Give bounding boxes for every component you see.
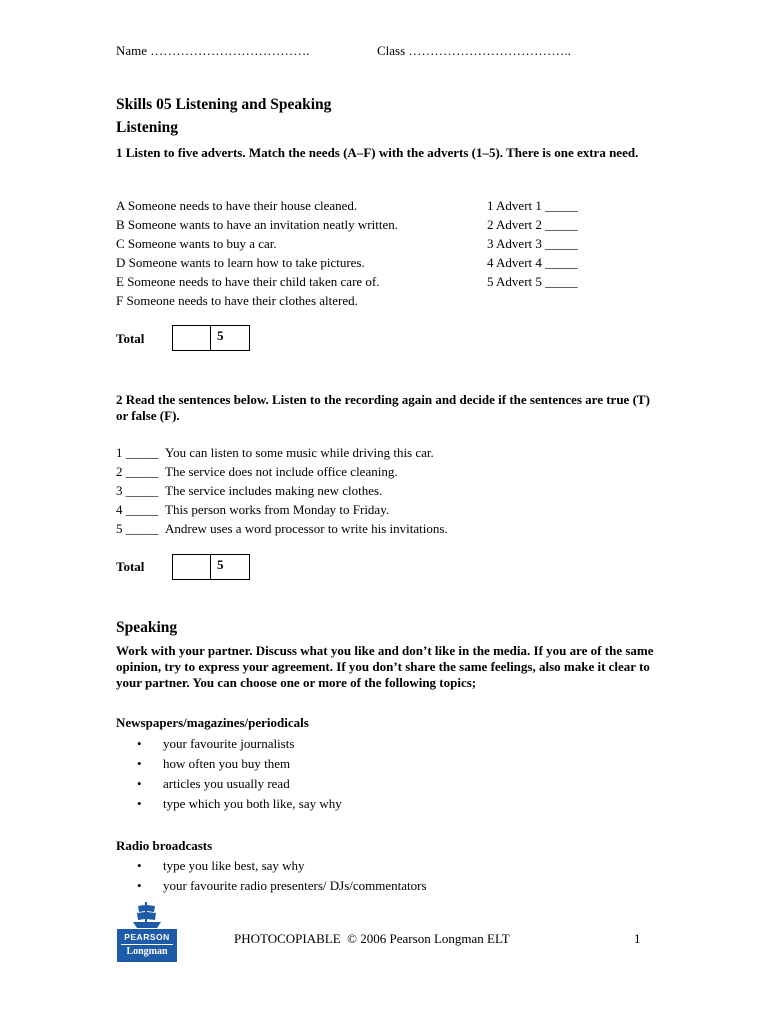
- tf-item: [116, 502, 390, 518]
- need-item: E Someone needs to have their child taken care of.: [116, 274, 380, 289]
- bullet-dot: •: [137, 776, 142, 791]
- logo-badge: [117, 929, 177, 962]
- name-dots: ……………………………….: [150, 43, 310, 58]
- tf-item: [116, 483, 383, 499]
- class-dots: ………………………………..: [408, 43, 571, 58]
- tf-blank: 1 _____: [116, 445, 159, 460]
- tf-sentence: The service does not include office cleaning.: [165, 464, 398, 479]
- bullet-dot: •: [137, 796, 142, 811]
- need-item: A Someone needs to have their house cleaned.: [116, 198, 358, 213]
- tf-sentence: This person works from Monday to Friday.: [165, 502, 390, 517]
- page-title: Skills 05 Listening and Speaking: [116, 96, 332, 113]
- advert-item: 4 Advert 4 _____: [487, 255, 578, 270]
- tf-blank: 2 _____: [116, 464, 159, 479]
- logo-rule: [121, 944, 173, 945]
- ex2-total-label: Total: [116, 559, 145, 574]
- tf-item: [116, 521, 448, 537]
- bullet-text: how often you buy them: [163, 756, 291, 771]
- tf-sentence: You can listen to some music while driving this car.: [165, 445, 434, 460]
- score-divider: [210, 326, 211, 350]
- ex1-total-label: Total: [116, 331, 145, 346]
- topic-title: Newspapers/magazines/periodicals: [116, 715, 309, 730]
- bullet-text: articles you usually read: [163, 776, 290, 791]
- advert-item: 1 Advert 1 _____: [487, 198, 578, 213]
- class-label: Class: [377, 43, 406, 58]
- need-item: F Someone needs to have their clothes altered.: [116, 293, 358, 308]
- bullet-text: type which you both like, say why: [163, 796, 342, 811]
- advert-item: 3 Advert 3 _____: [487, 236, 578, 251]
- bullet-text: type you like best, say why: [163, 858, 305, 873]
- ex2-score-box[interactable]: [172, 554, 250, 580]
- speaking-instruction: Work with your partner. Discuss what you like and don’t like in the media. If you are of the same opinion, try to express your agreement. If you don’t share the same feelings, also make it clear to your partner. You can choose one or more of the following topics;: [116, 643, 654, 690]
- need-item: C Someone wants to buy a car.: [116, 236, 277, 251]
- class-field: [377, 43, 571, 59]
- speaking-heading: Speaking: [116, 619, 178, 636]
- score-divider: [210, 555, 211, 579]
- tf-item: [116, 445, 434, 461]
- bullet-dot: •: [137, 736, 142, 751]
- ex1-instruction: 1 Listen to five adverts. Match the needs (A–F) with the adverts (1–5). There is one extra need.: [116, 145, 639, 160]
- advert-item: 2 Advert 2 _____: [487, 217, 578, 232]
- ex1-score-max: 5: [217, 328, 224, 343]
- advert-item: 5 Advert 5 _____: [487, 274, 578, 289]
- tf-sentence: Andrew uses a word processor to write his invitations.: [165, 521, 448, 536]
- logo-top-text: PEARSON: [124, 932, 170, 942]
- name-field: [116, 43, 310, 59]
- bullet-dot: •: [137, 756, 142, 771]
- copyright-notice: PHOTOCOPIABLE © 2006 Pearson Longman ELT: [234, 931, 510, 946]
- topic-title: Radio broadcasts: [116, 838, 213, 853]
- ex2-score-max: 5: [217, 557, 224, 572]
- ex1-score-box[interactable]: [172, 325, 250, 351]
- bullet-text: your favourite radio presenters/ DJs/commentators: [163, 878, 427, 893]
- tf-sentence: The service includes making new clothes.: [165, 483, 383, 498]
- listening-heading: Listening: [116, 119, 179, 136]
- need-item: B Someone wants to have an invitation neatly written.: [116, 217, 398, 232]
- tf-blank: 3 _____: [116, 483, 159, 498]
- tf-blank: 4 _____: [116, 502, 159, 517]
- tf-item: [116, 464, 398, 480]
- bullet-dot: •: [137, 878, 142, 893]
- need-item: D Someone wants to learn how to take pictures.: [116, 255, 365, 270]
- publisher-logo: [117, 900, 177, 962]
- tf-blank: 5 _____: [116, 521, 159, 536]
- name-label: Name: [116, 43, 148, 58]
- ex2-instruction: 2 Read the sentences below. Listen to the recording again and decide if the sentences are true (T) or false (F).: [116, 392, 650, 423]
- bullet-dot: •: [137, 858, 142, 873]
- bullet-text: your favourite journalists: [163, 736, 295, 751]
- ship-icon: [117, 900, 177, 930]
- logo-bottom-text: Longman: [126, 946, 168, 957]
- page-number: 1: [634, 931, 641, 946]
